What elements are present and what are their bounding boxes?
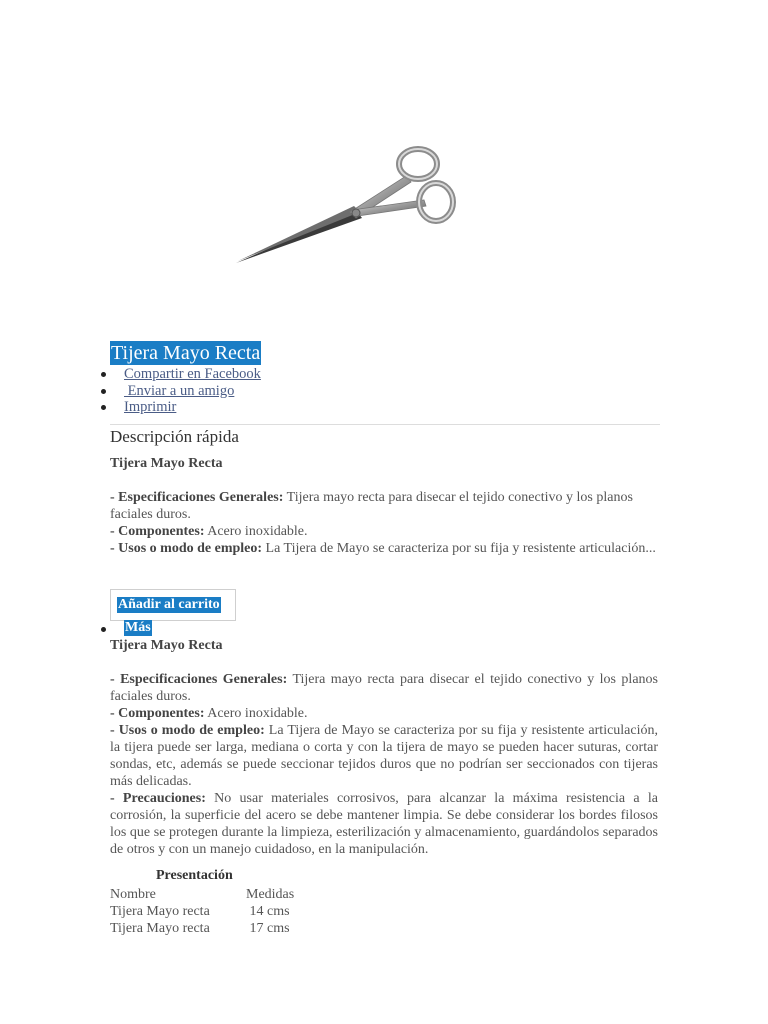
full-spec-text: Tijera mayo recta para disecar el tejido conectivo y los planos faciales duros. bbox=[110, 672, 658, 704]
send-to-friend-link[interactable]: Enviar a un amigo bbox=[124, 382, 235, 399]
column-header-size: Medidas bbox=[246, 887, 295, 902]
print-link[interactable]: Imprimir bbox=[124, 399, 177, 415]
presentation-table bbox=[110, 886, 294, 937]
full-components-label: - Componentes: bbox=[110, 706, 205, 721]
quick-spec-label: - Especificaciones Generales: bbox=[110, 490, 284, 505]
more-item bbox=[95, 620, 175, 636]
full-usage-label: - Usos o modo de empleo: bbox=[110, 723, 265, 738]
bullet-icon bbox=[101, 389, 106, 394]
row-size-cell: 14 cms bbox=[246, 904, 290, 919]
table-row bbox=[110, 920, 294, 937]
bullet-icon bbox=[101, 372, 106, 377]
quick-description-heading: Descripción rápida bbox=[110, 427, 239, 446]
quick-spec-text: Tijera mayo recta para disecar el tejido conectivo y los planos faciales duros. bbox=[110, 490, 633, 522]
column-header-name: Nombre bbox=[110, 887, 156, 902]
row-name-cell: Tijera Mayo recta bbox=[110, 904, 210, 919]
scissors-product-image bbox=[228, 140, 468, 270]
full-description bbox=[110, 637, 658, 858]
full-spec-label: - Especificaciones Generales: bbox=[110, 672, 288, 687]
quick-components-text: Acero inoxidable. bbox=[204, 524, 308, 539]
full-product-name: Tijera Mayo Recta bbox=[110, 638, 223, 653]
add-to-cart-button[interactable]: Añadir al carrito bbox=[118, 597, 220, 612]
quick-usage-text: La Tijera de Mayo se caracteriza por su fija y resistente articulación... bbox=[262, 541, 656, 556]
table-row bbox=[110, 903, 294, 920]
bullet-icon bbox=[101, 627, 106, 632]
section-divider bbox=[110, 424, 660, 425]
full-components-text: Acero inoxidable. bbox=[204, 706, 308, 721]
bullet-icon bbox=[101, 405, 106, 410]
full-usage-text: La Tijera de Mayo se caracteriza por su fija y resistente articulación, la tijera puede ser larga, mediana o corta y con la tijera de mayo se pueden hacer suturas, cortar sondas, etc, además se puede seccionar tejidos duros que no podrían ser seccionados con tijeras más delicadas. bbox=[110, 723, 659, 789]
product-title[interactable]: Tijera Mayo Recta bbox=[111, 342, 261, 364]
quick-usage-label: - Usos o modo de empleo: bbox=[110, 541, 263, 556]
table-header-row bbox=[110, 886, 294, 903]
quick-description bbox=[110, 455, 658, 557]
row-size-cell: 17 cms bbox=[246, 921, 290, 936]
share-facebook-link[interactable]: Compartir en Facebook bbox=[124, 366, 261, 382]
add-to-cart-box bbox=[110, 589, 236, 621]
product-title-wrap bbox=[110, 341, 261, 365]
quick-components-label: - Componentes: bbox=[110, 524, 205, 539]
full-precautions-label: - Precauciones: bbox=[110, 791, 206, 806]
presentation-heading: Presentación bbox=[156, 868, 233, 883]
more-link[interactable]: Más bbox=[125, 620, 151, 635]
full-precautions-text: No usar materiales corrosivos, para alcanzar la máxima resistencia a la corrosión, la superficie del acero se debe mantener limpia. Se debe considerar los bordes filosos los que se protegen durante la limpieza, esterilización y almacenamiento, guardándolos separados de otros y con un manejo cuidadoso, en la manipulación. bbox=[110, 791, 658, 857]
row-name-cell: Tijera Mayo recta bbox=[110, 921, 210, 936]
quick-product-name: Tijera Mayo Recta bbox=[110, 456, 223, 471]
